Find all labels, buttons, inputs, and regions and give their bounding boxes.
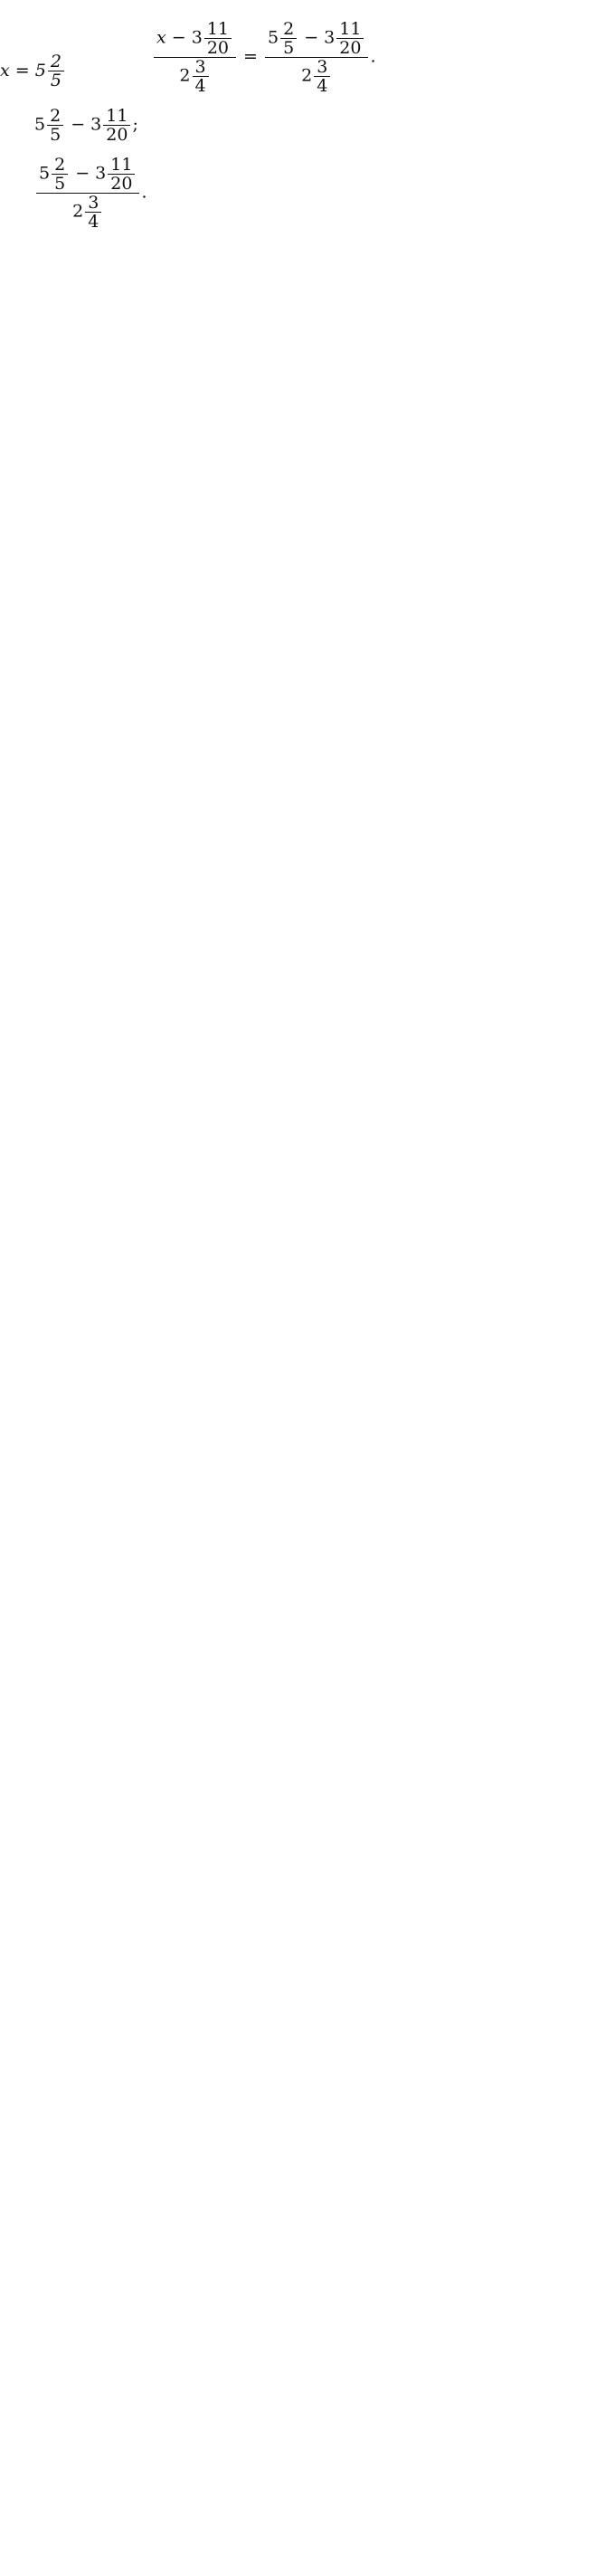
step2-expression: 5 $\frac{2}{5}$ − 3 $\frac{11}{20}$ 2 $\frac{3}{4}$ .	[34, 156, 147, 231]
problem-fraction: x − 3 $\frac{11}{20}$ 2 $\frac{3}{4}$ = 5 $\frac{2}{5}$ − 3 $\frac{11}{20}$ 2 $\frac{3}{4}$ .	[152, 20, 376, 95]
step1-expression: 5 $\frac{2}{5}$ − 3 $\frac{11}{20}$ ;	[34, 106, 138, 145]
problem-line: x = 5 $\frac{2}{5}$	[0, 52, 66, 90]
